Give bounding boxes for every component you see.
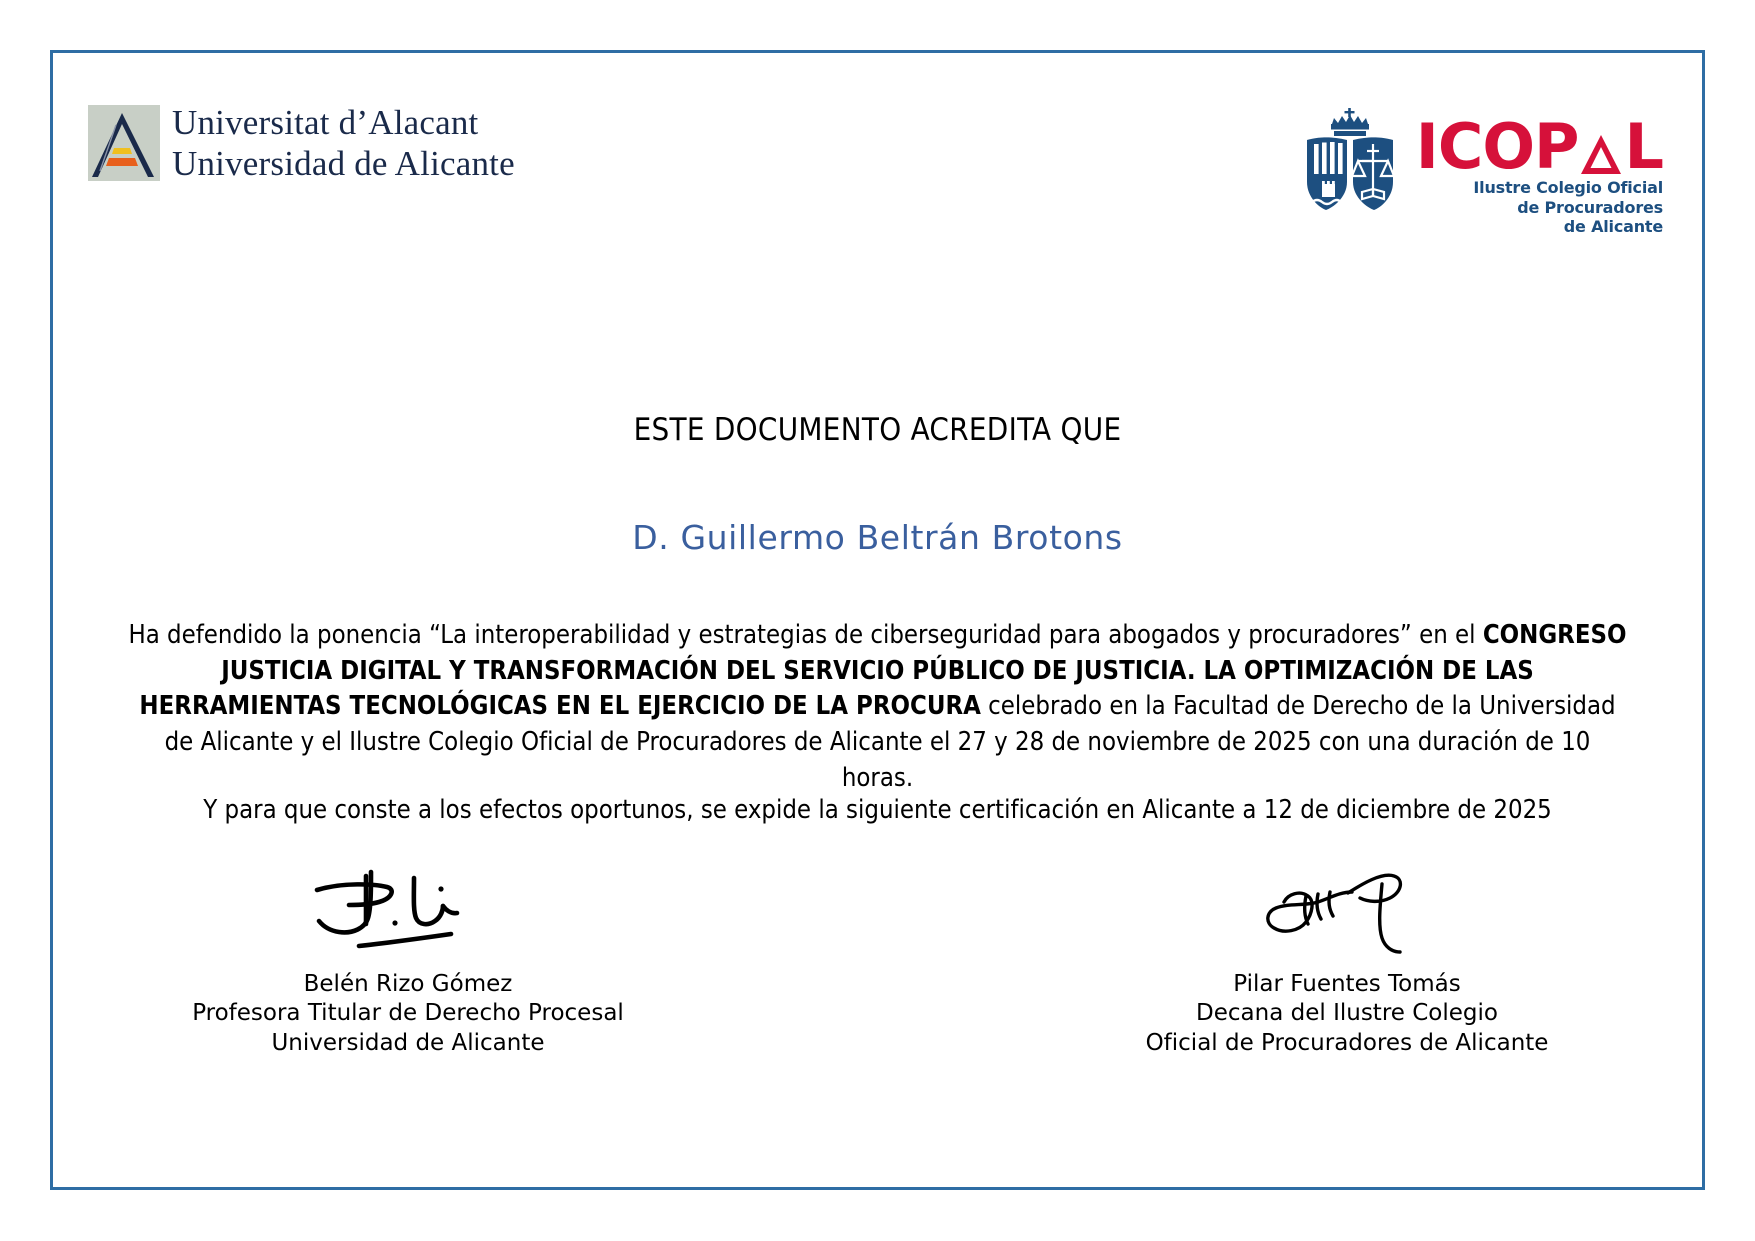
certificate-body (50, 50, 1705, 1190)
ua-logo-line-spanish: Universidad de Alicante (172, 144, 515, 184)
handwritten-signature-bl-icon (283, 850, 533, 962)
recipient-name: D. Guillermo Beltrán Brotons (632, 518, 1123, 557)
signature-left-title-1: Profesora Titular de Derecho Procesal (192, 1000, 624, 1027)
ua-logo-line-valencian: Universitat d’Alacant (172, 103, 479, 142)
signature-right-title-1: Decana del Ilustre Colegio (1196, 1000, 1498, 1027)
icopal-wordmark-icop: ICOP (1415, 110, 1579, 183)
signature-left-name: Belén Rizo Gómez (303, 971, 513, 997)
certificate-paragraph (128, 618, 1627, 796)
paragraph-congress-title: CONGRESO JUSTICIA DIGITAL Y TRANSFORMACIÓN DEL SERVICIO PÚBLICO DE JUSTICIA. LA OPTIMIZACIÓN DE LAS HERRAMIENTAS TECNOLÓGICAS EN EL EJERCICIO DE LA PROCURA (139, 620, 1627, 722)
signature-left-names (192, 970, 624, 1058)
acredita-heading: ESTE DOCUMENTO ACREDITA QUE (633, 412, 1122, 448)
icopal-subtitle-line-3: de Alicante (1563, 217, 1663, 237)
paragraph-outro: celebrado en la Facultad de Derecho de la Universidad de Alicante y el Ilustre Colegio Oficial de Procuradores de Alicante el 27 y 28 de noviembre de 2025 con una duración de 10 horas. (164, 691, 1616, 793)
paragraph-intro: Ha defendido la ponencia “La interoperabilidad y estrategias de ciberseguridad para abogados y procuradores” en el (128, 620, 1483, 650)
certification-line: Y para que conste a los efectos oportunos, se expide la siguiente certificación en Alicante a 12 de diciembre de 2025 (203, 795, 1552, 825)
icopal-subtitle-line-1: Ilustre Colegio Oficial (1473, 178, 1663, 198)
signature-left-title-2: Universidad de Alicante (271, 1029, 545, 1056)
handwritten-signature-flourish-icon (1222, 850, 1472, 962)
signature-right-names (1146, 970, 1549, 1058)
signature-block-left (128, 850, 688, 1058)
signature-area (128, 850, 1627, 1058)
signature-block-right (1067, 850, 1627, 1058)
signature-right-title-2: Oficial de Procuradores de Alicante (1145, 1029, 1549, 1056)
signature-right-name: Pilar Fuentes Tomás (1233, 971, 1461, 997)
icopal-subtitle-line-2: de Procuradores (1517, 197, 1663, 217)
icopal-wordmark-l: L (1624, 110, 1663, 183)
